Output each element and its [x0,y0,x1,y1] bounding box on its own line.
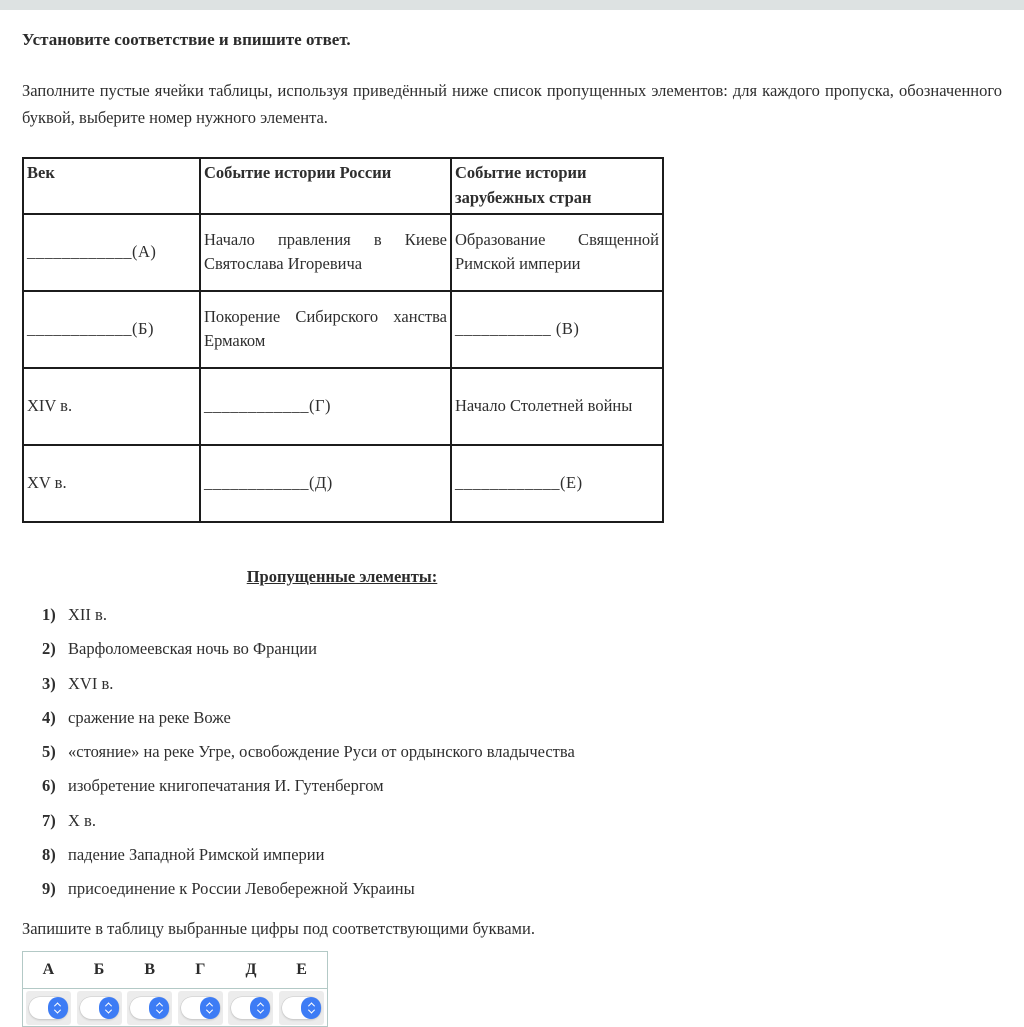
cell-foreign-event-3: Начало Столетней войны [451,368,663,445]
cell-foreign-event-1: Образование Священной Римской империи [451,214,663,291]
chevron-down-icon [206,1006,213,1013]
chevron-down-icon [105,1006,112,1013]
list-item-number: 4) [42,707,56,727]
cell-century-xv: XV в. [23,445,200,522]
history-table [22,157,664,523]
table-header-row [23,158,663,214]
cell-russia-event-1: Начало правления в Киеве Святослава Игоревича [200,214,451,291]
list-item [22,845,1002,865]
list-item [22,776,1002,796]
missing-elements-list [22,605,1002,899]
table-row [23,445,663,522]
cell-blank-e: ____________(Е) [451,445,663,522]
list-item-text: X в. [68,810,96,830]
table-row [23,214,663,291]
document-body [0,10,1024,1027]
list-item [22,605,1002,625]
answer-header-row [23,952,328,989]
list-item-text: «стояние» на реке Угре, освобождение Руси от ордынского владычества [68,742,575,762]
cell-blank-v: ___________ (В) [451,291,663,368]
list-item-number: 9) [42,879,56,899]
cell-century-xiv: XIV в. [23,368,200,445]
chevron-down-icon [257,1006,264,1013]
cell-blank-d: ____________(Д) [200,445,451,522]
list-item-number: 6) [42,776,56,796]
task-instructions: Заполните пустые ячейки таблицы, используя приведённый ниже список пропущенных элементов: для каждого пропуска, обозначенного буквой, выберите номер нужного элемента. [22,81,1002,127]
list-item-text: сражение на реке Воже [68,707,231,727]
cell-russia-event-2: Покорение Сибирского ханства Ермаком [200,291,451,368]
col-header-russia-event: Событие истории России [200,158,451,214]
list-item-text: изобретение книгопечатания И. Гутенбергом [68,776,384,796]
answer-table [22,951,328,1027]
list-item-text: XVI в. [68,673,114,693]
cell-blank-g: ____________(Г) [200,368,451,445]
list-item-number: 1) [42,604,56,624]
cell-blank-a: ____________(А) [23,214,200,291]
list-item [22,879,1002,899]
list-item-number: 7) [42,810,56,830]
list-item [22,742,1002,762]
col-header-foreign-event: Событие истории зарубежных стран [451,158,663,214]
page-title: Установите соответствие и впишите ответ. [22,30,351,49]
list-item [22,811,1002,831]
answer-letter-e: Е [276,952,327,989]
answer-letter-g: Г [175,952,226,989]
list-item [22,708,1002,728]
list-item-number: 5) [42,742,56,762]
cell-blank-b: ____________(Б) [23,291,200,368]
answer-letter-b: Б [74,952,125,989]
list-item-text: присоединение к России Левобережной Украины [68,879,415,899]
table-row [23,368,663,445]
top-strip [0,0,1024,10]
table-row [23,291,663,368]
answer-letter-v: В [124,952,175,989]
list-item-text: падение Западной Римской империи [68,845,325,865]
list-item-number: 2) [42,639,56,659]
list-item [22,674,1002,694]
answer-letter-d: Д [226,952,277,989]
list-item-text: XII в. [68,604,107,624]
answer-instructions: Запишите в таблицу выбранные цифры под соответствующими буквами. [22,919,535,939]
list-item-text: Варфоломеевская ночь во Франции [68,639,317,659]
list-item-number: 8) [42,845,56,865]
answer-letter-a: А [23,952,74,989]
col-header-century: Век [23,158,200,214]
missing-elements-title: Пропущенные элементы: [246,566,438,586]
chevron-down-icon [54,1006,61,1013]
list-item [22,639,1002,659]
list-item-number: 3) [42,673,56,693]
